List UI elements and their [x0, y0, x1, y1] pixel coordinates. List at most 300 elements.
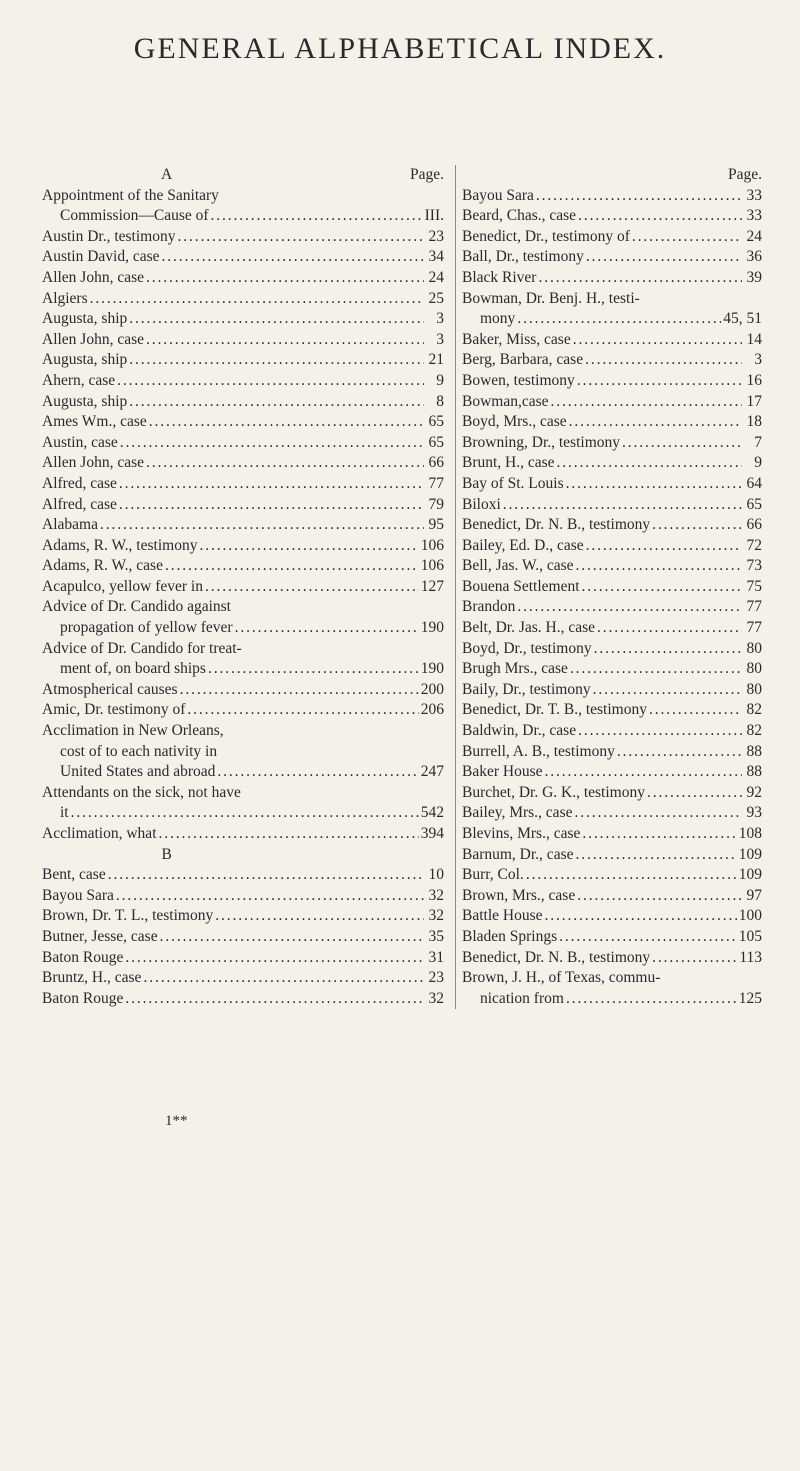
- entry-text: Alfred, case: [42, 495, 117, 513]
- entry-page-number: 45, 51: [723, 310, 762, 328]
- entry-text: Brugh Mrs., case: [462, 660, 568, 678]
- entry-page-number: 33: [746, 186, 762, 204]
- page-title: GENERAL ALPHABETICAL INDEX.: [133, 32, 667, 65]
- index-entry-line: [42, 948, 444, 969]
- entry-text: Adams, R. W., case: [42, 557, 163, 575]
- dot-leader: [177, 227, 424, 248]
- dot-leader: [215, 906, 424, 927]
- entry-text: Attendants on the sick, not have: [42, 783, 241, 801]
- index-entry-line: [42, 412, 444, 433]
- entry-page-number: 88: [746, 742, 762, 760]
- index-entry: [42, 474, 444, 495]
- dot-leader: [146, 268, 424, 289]
- entry-text: Alabama: [42, 516, 98, 534]
- index-entry: [462, 330, 762, 351]
- entry-text: Boyd, Mrs., case: [462, 413, 567, 431]
- index-entry-line: [42, 721, 444, 742]
- index-entry-line: [462, 453, 762, 474]
- entry-page-number: 7: [754, 433, 762, 451]
- entry-page-number: 16: [746, 371, 762, 389]
- entry-page-number: 36: [746, 248, 762, 266]
- entry-page-number: 80: [746, 680, 762, 698]
- entry-text: Algiers: [42, 289, 88, 307]
- entry-page-number: 92: [746, 783, 762, 801]
- index-entry: [462, 412, 762, 433]
- entry-page-number: 125: [738, 989, 762, 1007]
- index-entry-line: [42, 247, 444, 268]
- entry-page-number: 9: [754, 454, 762, 472]
- dot-leader: [538, 268, 742, 289]
- dot-leader: [576, 556, 743, 577]
- dot-leader: [578, 206, 742, 227]
- index-entry-line: [462, 289, 762, 310]
- entry-page-number: 9: [436, 371, 444, 389]
- entry-text: nication from: [480, 989, 564, 1007]
- index-entry-line: [462, 495, 762, 516]
- index-entry: [462, 453, 762, 474]
- entry-text: Bay of St. Louis: [462, 474, 564, 492]
- entry-text: Black River: [462, 268, 537, 286]
- entry-text: Allen John, case: [42, 330, 145, 348]
- index-entry-line: [462, 659, 762, 680]
- index-entry-line: [42, 577, 444, 598]
- dot-leader: [120, 433, 424, 454]
- index-entry: [462, 597, 762, 618]
- index-entry: [462, 495, 762, 516]
- index-entry-line: [462, 536, 762, 557]
- entry-page-number: 34: [428, 248, 444, 266]
- index-entry-line: [462, 803, 762, 824]
- index-entry-line: [462, 968, 762, 989]
- entry-text: Augusta, ship: [42, 392, 128, 410]
- entry-text: propagation of yellow fever: [60, 619, 233, 637]
- index-entry: [42, 824, 444, 845]
- index-entry: [462, 433, 762, 454]
- entry-page-number: 25: [428, 289, 444, 307]
- index-entry: [462, 392, 762, 413]
- dot-leader: [517, 309, 721, 330]
- index-entry: [42, 886, 444, 907]
- index-entry: [42, 906, 444, 927]
- entry-page-number: 542: [420, 804, 444, 822]
- index-entry: [462, 783, 762, 804]
- entry-page-number: 95: [428, 516, 444, 534]
- index-entry-line: [42, 206, 444, 227]
- index-entry: [42, 186, 444, 227]
- section-letter-a: A: [161, 166, 173, 183]
- entry-page-number: 77: [746, 598, 762, 616]
- entry-text: Bailey, Ed. D., case: [462, 536, 584, 554]
- index-entry: [462, 227, 762, 248]
- index-entry: [462, 700, 762, 721]
- dot-leader: [574, 803, 742, 824]
- index-entry-line: [462, 742, 762, 763]
- index-entry: [462, 968, 762, 1009]
- index-entry-line: [42, 597, 444, 618]
- entry-text: Ball, Dr., testimony: [462, 248, 584, 266]
- index-entry-line: [462, 927, 762, 948]
- entry-text: Baker, Miss, case: [462, 330, 571, 348]
- dot-leader: [116, 886, 424, 907]
- index-entry: [42, 989, 444, 1010]
- index-entry: [42, 289, 444, 310]
- index-entry-line: [462, 556, 762, 577]
- entry-page-number: 100: [738, 907, 762, 925]
- index-entry: [462, 886, 762, 907]
- dot-leader: [517, 597, 742, 618]
- index-entry: [462, 536, 762, 557]
- entry-text: Brown, J. H., of Texas, commu-: [462, 969, 661, 987]
- index-entry-line: [462, 247, 762, 268]
- index-entry-line: [42, 495, 444, 516]
- dot-leader: [208, 659, 419, 680]
- entry-page-number: 65: [428, 413, 444, 431]
- index-entry: [462, 742, 762, 763]
- dot-leader: [557, 453, 742, 474]
- dot-leader: [536, 186, 742, 207]
- dot-leader: [129, 350, 424, 371]
- entry-text: Adams, R. W., testimony: [42, 536, 198, 554]
- entry-page-number: 72: [746, 536, 762, 554]
- page-column-label: Page.: [727, 166, 762, 183]
- entry-page-number: 18: [746, 413, 762, 431]
- index-entry-line: [42, 824, 444, 845]
- index-entry-line: [42, 227, 444, 248]
- index-entry: [462, 824, 762, 845]
- dot-leader: [551, 392, 742, 413]
- index-entry-line: [462, 865, 762, 886]
- entry-page-number: 108: [738, 825, 762, 842]
- index-entry-line: [462, 433, 762, 454]
- index-entry: [42, 412, 444, 433]
- entry-text: it: [60, 804, 69, 822]
- index-entry-line: [462, 597, 762, 618]
- index-entry-line: [42, 556, 444, 577]
- entry-text: Baker House: [462, 763, 543, 781]
- entry-text: Battle House: [462, 907, 543, 925]
- entry-text: ment of, on board ships: [60, 660, 206, 678]
- entry-text: Acclimation in New Orleans,: [42, 722, 224, 740]
- entry-text: Allen John, case: [42, 454, 145, 472]
- index-entry: [42, 309, 444, 330]
- index-entry: [42, 783, 444, 824]
- index-entry: [462, 639, 762, 660]
- entry-page-number: 93: [746, 804, 762, 822]
- entry-text: Biloxi: [462, 495, 501, 513]
- dot-leader: [526, 865, 737, 886]
- index-entry-line: [462, 577, 762, 598]
- dot-leader: [146, 453, 424, 474]
- entry-page-number: 394: [420, 825, 444, 842]
- index-entry-line: [462, 700, 762, 721]
- section-letter-b: B: [161, 845, 172, 863]
- index-entry: [42, 350, 444, 371]
- entry-text: Blevins, Mrs., case: [462, 825, 581, 842]
- index-entry: [462, 618, 762, 639]
- index-entry-line: [462, 206, 762, 227]
- index-entry-line: [42, 659, 444, 680]
- index-entries-b-continued: [462, 186, 762, 1010]
- dot-leader: [119, 474, 424, 495]
- dot-leader: [586, 536, 742, 557]
- index-entry-line: [462, 330, 762, 351]
- entry-page-number: 200: [420, 680, 444, 698]
- index-entry-line: [462, 474, 762, 495]
- index-entry-line: [462, 824, 762, 845]
- index-entry-line: [462, 618, 762, 639]
- index-entry-line: [462, 186, 762, 207]
- entry-page-number: 24: [746, 227, 762, 245]
- dot-leader: [597, 618, 742, 639]
- entry-text: Bayou Sara: [462, 186, 534, 204]
- entry-page-number: 66: [746, 516, 762, 534]
- index-entry: [462, 350, 762, 371]
- entry-page-number: 190: [420, 660, 444, 678]
- dot-leader: [235, 618, 419, 639]
- index-entry-line: [42, 927, 444, 948]
- entry-page-number: 79: [428, 495, 444, 513]
- index-entry-line: [462, 639, 762, 660]
- entry-text: Alfred, case: [42, 474, 117, 492]
- index-entry-line: [42, 968, 444, 989]
- index-entry: [462, 206, 762, 227]
- entry-text: Bladen Springs: [462, 927, 558, 945]
- index-entries-b: [42, 865, 444, 1009]
- left-column: [42, 165, 444, 1009]
- entry-page-number: 109: [738, 845, 762, 863]
- index-entry-line: [42, 803, 444, 824]
- entry-page-number: 75: [746, 577, 762, 595]
- dot-leader: [585, 350, 742, 371]
- dot-leader: [180, 680, 419, 701]
- entry-text: Baton Rouge: [42, 948, 124, 966]
- index-entry: [462, 474, 762, 495]
- entry-text: Ahern, case: [42, 371, 116, 389]
- index-entry-line: [462, 886, 762, 907]
- index-entry: [462, 268, 762, 289]
- index-entry-line: [42, 783, 444, 804]
- entry-text: Belt, Dr. Jas. H., case: [462, 619, 596, 637]
- index-entry-line: [462, 948, 762, 969]
- dot-leader: [632, 227, 742, 248]
- index-entry-line: [462, 783, 762, 804]
- entry-text: Allen John, case: [42, 268, 145, 286]
- entry-text: Benedict, Dr., testimony of: [462, 227, 630, 245]
- entry-page-number: 65: [746, 495, 762, 513]
- entry-page-number: 82: [746, 722, 762, 740]
- dot-leader: [162, 247, 424, 268]
- entry-page-number: 127: [420, 577, 444, 595]
- dot-leader: [187, 700, 418, 721]
- entry-page-number: 8: [436, 392, 444, 410]
- entry-text: Austin, case: [42, 433, 118, 451]
- index-entry: [462, 186, 762, 207]
- index-entry-line: [462, 350, 762, 371]
- dot-leader: [160, 927, 424, 948]
- dot-leader: [559, 927, 737, 948]
- index-entry: [42, 495, 444, 516]
- entry-page-number: 3: [436, 310, 444, 328]
- entry-text: Burchet, Dr. G. K., testimony: [462, 783, 645, 801]
- dot-leader: [577, 886, 742, 907]
- entry-text: Austin David, case: [42, 248, 160, 266]
- entry-page-number: 3: [754, 351, 762, 369]
- index-entry: [462, 845, 762, 866]
- entry-text: Berg, Barbara, case: [462, 351, 584, 369]
- dot-leader: [570, 659, 742, 680]
- entry-page-number: 80: [746, 660, 762, 678]
- index-entry: [42, 247, 444, 268]
- dot-leader: [100, 515, 424, 536]
- index-entry-line: [462, 845, 762, 866]
- index-entry-line: [42, 989, 444, 1010]
- dot-leader: [593, 680, 742, 701]
- index-entry: [42, 330, 444, 351]
- entry-text: Benedict, Dr. N. B., testimony: [462, 516, 651, 534]
- dot-leader: [586, 247, 742, 268]
- index-entry: [462, 803, 762, 824]
- index-entry: [42, 680, 444, 701]
- entry-page-number: 39: [746, 268, 762, 286]
- index-entry: [462, 948, 762, 969]
- dot-leader: [652, 948, 737, 969]
- entry-text: Bowman, Dr. Benj. H., testi-: [462, 289, 640, 307]
- index-entry-line: [462, 392, 762, 413]
- index-entry-line: [462, 309, 762, 330]
- dot-leader: [125, 948, 424, 969]
- index-entry: [462, 659, 762, 680]
- index-entry: [462, 865, 762, 886]
- dot-leader: [211, 206, 423, 227]
- entry-page-number: 32: [428, 907, 444, 925]
- dot-leader: [143, 968, 424, 989]
- index-entry: [462, 515, 762, 536]
- index-entry: [42, 392, 444, 413]
- dot-leader: [217, 762, 418, 783]
- index-entry: [42, 536, 444, 557]
- entry-text: Acclimation, what: [42, 825, 157, 842]
- index-entry: [462, 680, 762, 701]
- dot-leader: [90, 289, 424, 310]
- entry-page-number: 32: [428, 886, 444, 904]
- index-entry: [462, 371, 762, 392]
- entry-text: Bell, Jas. W., case: [462, 557, 574, 575]
- entry-text: Atmospherical causes: [42, 680, 178, 698]
- right-column: [455, 165, 762, 1009]
- entry-text: Ames Wm., case: [42, 413, 147, 431]
- entry-page-number: 82: [746, 701, 762, 719]
- dot-leader: [119, 495, 424, 516]
- entry-page-number: 17: [746, 392, 762, 410]
- entry-page-number: 3: [436, 330, 444, 348]
- dot-leader: [71, 803, 419, 824]
- dot-leader: [129, 309, 424, 330]
- index-entry-line: [462, 906, 762, 927]
- entry-page-number: 24: [428, 268, 444, 286]
- index-entries-a: [42, 186, 444, 845]
- index-entry: [42, 556, 444, 577]
- index-entry-line: [42, 618, 444, 639]
- entry-text: Advice of Dr. Candido against: [42, 598, 231, 616]
- index-entry: [42, 865, 444, 886]
- entry-page-number: 65: [428, 433, 444, 451]
- entry-page-number: 14: [746, 330, 762, 348]
- entry-page-number: 21: [428, 351, 444, 369]
- index-entry-line: [462, 268, 762, 289]
- entry-page-number: 80: [746, 639, 762, 657]
- index-entry: [42, 453, 444, 474]
- entry-text: Benedict, Dr. T. B., testimony: [462, 701, 647, 719]
- page-column-label: Page.: [409, 166, 444, 183]
- index-entry-line: [42, 309, 444, 330]
- entry-text: mony: [480, 310, 516, 328]
- entry-text: Benedict, Dr. N. B., testimony: [462, 948, 651, 966]
- index-entry: [462, 556, 762, 577]
- entry-page-number: 10: [428, 866, 444, 884]
- index-entry-line: [42, 433, 444, 454]
- entry-text: Brown, Dr. T. L., testimony: [42, 907, 214, 925]
- dot-leader: [149, 412, 424, 433]
- entry-page-number: 106: [420, 536, 444, 554]
- dot-leader: [594, 639, 742, 660]
- entry-page-number: 247: [420, 763, 444, 781]
- dot-leader: [577, 371, 742, 392]
- dot-leader: [578, 721, 742, 742]
- index-entry: [42, 227, 444, 248]
- entry-text: Augusta, ship: [42, 351, 128, 369]
- index-entry: [42, 927, 444, 948]
- entry-page-number: 31: [428, 948, 444, 966]
- dot-leader: [146, 330, 424, 351]
- index-entry: [462, 721, 762, 742]
- index-entry: [42, 577, 444, 598]
- entry-page-number: 206: [420, 701, 444, 719]
- index-entry: [42, 268, 444, 289]
- index-entry: [42, 948, 444, 969]
- entry-page-number: 105: [738, 927, 762, 945]
- index-entry-line: [42, 330, 444, 351]
- entry-page-number: 88: [746, 763, 762, 781]
- signature-mark: 1**: [165, 1113, 188, 1129]
- dot-leader: [545, 762, 743, 783]
- dot-leader: [205, 577, 419, 598]
- entry-page-number: 33: [746, 207, 762, 225]
- index-entry-line: [42, 886, 444, 907]
- index-entry-line: [42, 453, 444, 474]
- entry-page-number: 32: [428, 989, 444, 1007]
- index-entry-line: [42, 350, 444, 371]
- index-entry: [462, 927, 762, 948]
- entry-text: Bowman,case: [462, 392, 549, 410]
- entry-page-number: 77: [428, 474, 444, 492]
- index-entry: [42, 515, 444, 536]
- entry-text: Brandon: [462, 598, 516, 616]
- index-entry-line: [42, 371, 444, 392]
- entry-text: Baily, Dr., testimony: [462, 680, 591, 698]
- index-entry-line: [42, 536, 444, 557]
- entry-text: Augusta, ship: [42, 310, 128, 328]
- dot-leader: [652, 515, 742, 536]
- entry-text: Burr, Col.: [462, 866, 524, 884]
- entry-page-number: 113: [739, 948, 762, 966]
- entry-text: Boyd, Dr., testimony: [462, 639, 592, 657]
- entry-text: Butner, Jesse, case: [42, 927, 158, 945]
- entry-page-number: 64: [746, 474, 762, 492]
- dot-leader: [647, 783, 742, 804]
- dot-leader: [503, 495, 742, 516]
- dot-leader: [566, 474, 742, 495]
- index-entry-line: [42, 515, 444, 536]
